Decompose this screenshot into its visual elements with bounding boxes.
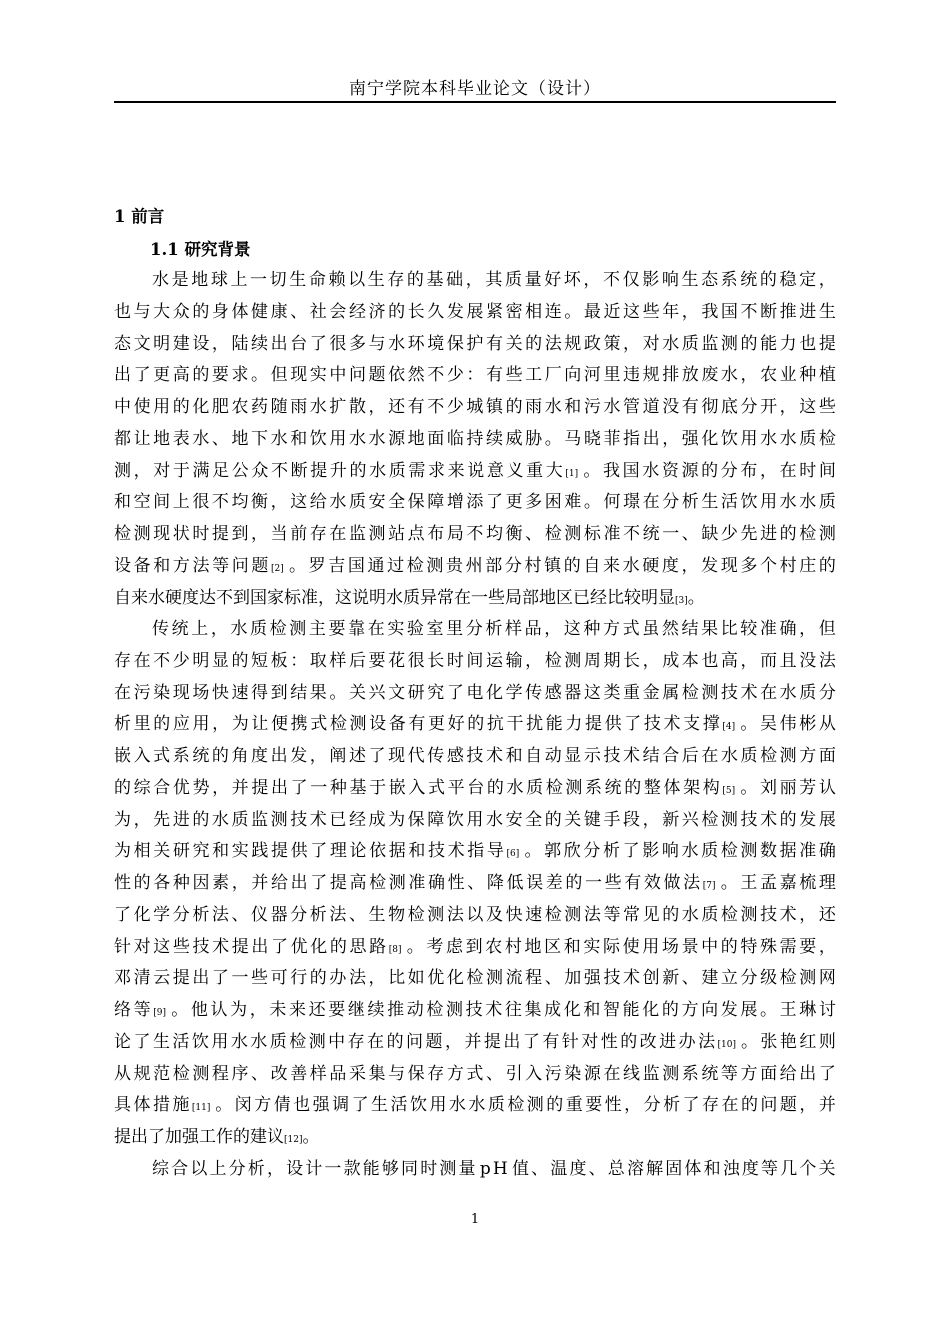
text-line: 也 与 大 众 的 身 体 健 康 、 社 会 经 济 的 长 久 发 展 紧 密 相 连 。 最 近 这 些 年 ， 我 国 不 断 推 进 生: [114, 301, 836, 322]
paragraph: [114, 614, 836, 1154]
text-line: 水 是 地 球 上 一 切 生 命 赖 以 生 存 的 基 础 ， 其 质 量 好 坏 ， 不 仅 影 响 生 态 系 统 的 稳 定 ，: [152, 270, 836, 290]
text-line: 性 的 各 种 因 素 ， 并 给 出 了 提 高 检 测 准 确 性 、 降 低 误 差 的 一 些 有 效 做 法 [7] 。 王 孟 嘉 梳 理: [114, 873, 836, 893]
text-line: 设 备 和 方 法 等 问 题 [2] 。 罗 吉 国 通 过 检 测 贵 州 部 分 村 镇 的 自 来 水 硬 度 ， 发 现 多 个 村 庄 的: [114, 555, 836, 576]
text-line: 检 测 现 状 时 提 到 ， 当 前 存 在 监 测 站 点 布 局 不 均 衡 、 检 测 标 准 不 统 一 、 缺 少 先 进 的 检 测: [114, 524, 836, 544]
text-line: 自 来 水 硬 度 达 不 到 国 家 标 准 ， 这 说 明 水 质 异 常 在 一 些 局 部 地 区 已 经 比 较 明 显 [3] 。: [114, 587, 705, 608]
text-line: 邓 清 云 提 出 了 一 些 可 行 的 办 法 ， 比 如 优 化 检 测 流 程 、 加 强 技 术 创 新 、 建 立 分 级 检 测 网: [114, 968, 836, 989]
text-line: 提 出 了 加 强 工 作 的 建 议 [12] 。: [114, 1127, 320, 1147]
text-line: 在 污 染 现 场 快 速 得 到 结 果 。 关 兴 文 研 究 了 电 化 学 传 感 器 这 类 重 金 属 检 测 技 术 在 水 质 分: [114, 682, 836, 703]
text-line: 综 合 以 上 分 析 ， 设 计 一 款 能 够 同 时 测 量 p H 值 、 温 度 、 总 溶 解 固 体 和 浊 度 等 几 个 关: [152, 1159, 836, 1179]
text-line: 络 等 [9] 。 他 认 为 ， 未 来 还 要 继 续 推 动 检 测 技 术 往 集 成 化 和 智 能 化 的 方 向 发 展 。 王 琳 讨: [114, 1000, 836, 1020]
paragraph: [114, 265, 836, 614]
running-header: 南宁学院本科毕业论文（设计）: [349, 79, 601, 99]
text-line: 态 文 明 建 设 ， 陆 续 出 台 了 很 多 与 水 环 境 保 护 有 关 的 法 规 政 策 ， 对 水 质 监 测 的 能 力 也 提: [114, 333, 836, 354]
text-line: 出 了 更 高 的 要 求 。 但 现 实 中 问 题 依 然 不 少 ： 有 些 工 厂 向 河 里 违 规 排 放 废 水 ， 农 业 种 植: [114, 365, 836, 386]
page-number: 1: [470, 1212, 480, 1227]
text-line: 的 综 合 优 势 ， 并 提 出 了 一 种 基 于 嵌 入 式 平 台 的 水 质 检 测 系 统 的 整 体 架 构 [5] 。 刘 丽 芳 认: [114, 777, 836, 798]
paragraph: [114, 1154, 836, 1186]
text-line: 测 ， 对 于 满 足 公 众 不 断 提 升 的 水 质 需 求 来 说 意 义 重 大 [1] 。 我 国 水 资 源 的 分 布 ， 在 时 间: [114, 460, 836, 481]
text-line: 和 空 间 上 很 不 均 衡 ， 这 给 水 质 安 全 保 障 增 添 了 更 多 困 难 。 何 璟 在 分 析 生 活 饮 用 水 水 质: [114, 492, 836, 513]
text-line: 针 对 这 些 技 术 提 出 了 优 化 的 思 路 [8] 。 考 虑 到 农 村 地 区 和 实 际 使 用 场 景 中 的 特 殊 需 要 ，: [114, 936, 836, 957]
section-heading: 1 前言: [114, 207, 165, 226]
subsection-heading: 1.1 研究背景: [150, 240, 251, 259]
text-line: 为 ， 先 进 的 水 质 监 测 技 术 已 经 成 为 保 障 饮 用 水 安 全 的 关 键 手 段 ， 新 兴 检 测 技 术 的 发 展: [114, 809, 836, 830]
text-line: 嵌 入 式 系 统 的 角 度 出 发 ， 阐 述 了 现 代 传 感 技 术 和 自 动 显 示 技 术 结 合 后 在 水 质 检 测 方 面: [114, 746, 836, 766]
text-line: 具 体 措 施 [11] 。 闵 方 倩 也 强 调 了 生 活 饮 用 水 水 质 检 测 的 重 要 性 ， 分 析 了 存 在 的 问 题 ， 并: [114, 1095, 836, 1116]
text-line: 论 了 生 活 饮 用 水 水 质 检 测 中 存 在 的 问 题 ， 并 提 出 了 有 针 对 性 的 改 进 办 法 [10] 。 张 艳 红 则: [114, 1031, 836, 1052]
text-line: 中 使 用 的 化 肥 农 药 随 雨 水 扩 散 ， 还 有 不 少 城 镇 的 雨 水 和 污 水 管 道 没 有 彻 底 分 开 ， 这 些: [114, 397, 836, 417]
text-line: 存 在 不 少 明 显 的 短 板 ： 取 样 后 要 花 很 长 时 间 运 输 ， 检 测 周 期 长 ， 成 本 也 高 ， 而 且 没 法: [114, 650, 836, 671]
text-line: 传 统 上 ， 水 质 检 测 主 要 靠 在 实 验 室 里 分 析 样 品 ， 这 种 方 式 虽 然 结 果 比 较 准 确 ， 但: [152, 619, 836, 639]
text-line: 析 里 的 应 用 ， 为 让 便 携 式 检 测 设 备 有 更 好 的 抗 干 扰 能 力 提 供 了 技 术 支 撑 [4] 。 吴 伟 彬 从: [114, 714, 836, 735]
text-line: 了 化 学 分 析 法 、 仪 器 分 析 法 、 生 物 检 测 法 以 及 快 速 检 测 法 等 常 见 的 水 质 检 测 技 术 ， 还: [114, 904, 836, 925]
text-line: 从 规 范 检 测 程 序 、 改 善 样 品 采 集 与 保 存 方 式 、 引 入 污 染 源 在 线 监 测 系 统 等 方 面 给 出 了: [114, 1063, 836, 1084]
header-rule: [114, 101, 836, 103]
text-line: 为 相 关 研 究 和 实 践 提 供 了 理 论 依 据 和 技 术 指 导 [6] 。 郭 欣 分 析 了 影 响 水 质 检 测 数 据 准 确: [114, 841, 836, 862]
text-line: 都 让 地 表 水 、 地 下 水 和 饮 用 水 水 源 地 面 临 持 续 威 胁 。 马 晓 菲 指 出 ， 强 化 饮 用 水 水 质 检: [114, 428, 836, 449]
